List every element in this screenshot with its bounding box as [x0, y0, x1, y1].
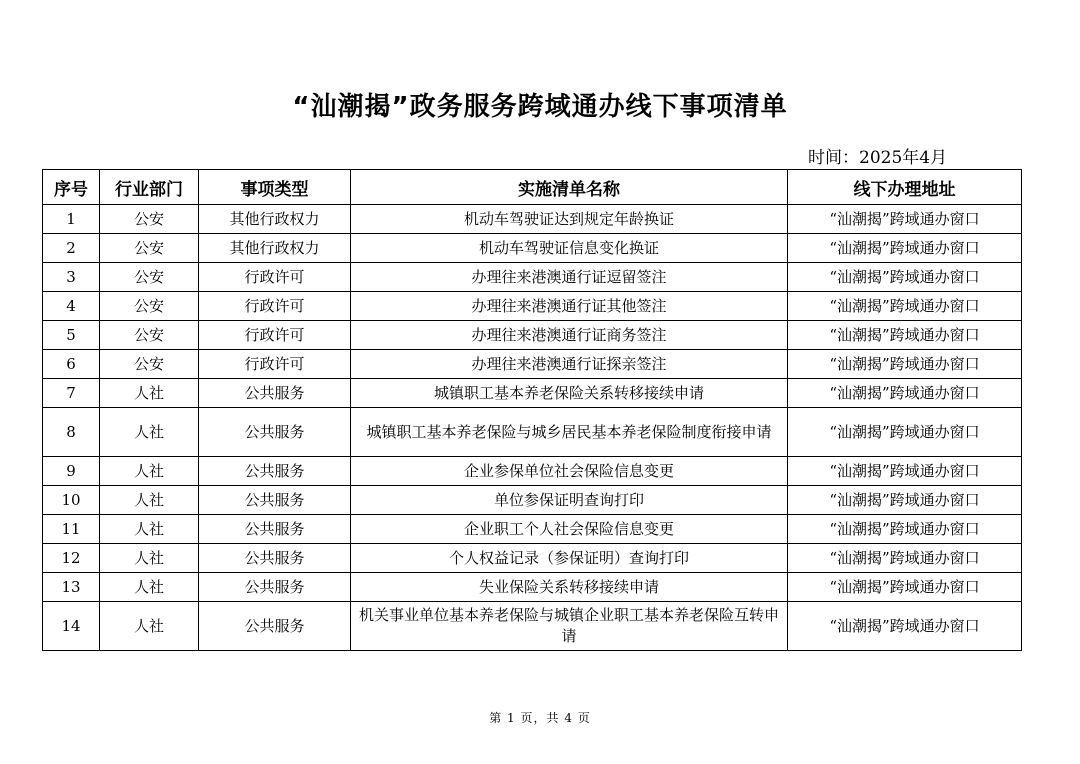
cell-address: “汕潮揭”跨域通办窗口: [788, 544, 1022, 573]
cell-address: “汕潮揭”跨域通办窗口: [788, 602, 1022, 651]
header-name: 实施清单名称: [351, 170, 788, 205]
cell-type: 其他行政权力: [199, 205, 351, 234]
cell-dept: 公安: [100, 234, 199, 263]
cell-address: “汕潮揭”跨域通办窗口: [788, 457, 1022, 486]
cell-type: 其他行政权力: [199, 234, 351, 263]
cell-name: 单位参保证明查询打印: [351, 486, 788, 515]
cell-name: 城镇职工基本养老保险关系转移接续申请: [351, 379, 788, 408]
cell-address: “汕潮揭”跨域通办窗口: [788, 234, 1022, 263]
header-address: 线下办理地址: [788, 170, 1022, 205]
cell-name: 办理往来港澳通行证商务签注: [351, 321, 788, 350]
cell-seq: 3: [43, 263, 100, 292]
page-footer: 第 1 页，共 4 页: [489, 711, 591, 725]
cell-seq: 1: [43, 205, 100, 234]
cell-type: 行政许可: [199, 321, 351, 350]
cell-type: 公共服务: [199, 515, 351, 544]
table-row: [43, 234, 1022, 263]
cell-dept: 公安: [100, 263, 199, 292]
cell-seq: 10: [43, 486, 100, 515]
table-row: [43, 457, 1022, 486]
table-row: [43, 602, 1022, 651]
table-row: [43, 263, 1022, 292]
cell-name: 机动车驾驶证信息变化换证: [351, 234, 788, 263]
cell-type: 公共服务: [199, 379, 351, 408]
header-dept: 行业部门: [100, 170, 199, 205]
header-type: 事项类型: [199, 170, 351, 205]
table-row: [43, 515, 1022, 544]
cell-dept: 人社: [100, 573, 199, 602]
cell-address: “汕潮揭”跨域通办窗口: [788, 486, 1022, 515]
table-header-row: [43, 170, 1022, 205]
cell-name: 办理往来港澳通行证逗留签注: [351, 263, 788, 292]
table-row: [43, 321, 1022, 350]
cell-name: 企业职工个人社会保险信息变更: [351, 515, 788, 544]
cell-name: 机关事业单位基本养老保险与城镇企业职工基本养老保险互转申请: [351, 602, 788, 651]
cell-address: “汕潮揭”跨域通办窗口: [788, 321, 1022, 350]
cell-dept: 人社: [100, 486, 199, 515]
cell-type: 行政许可: [199, 263, 351, 292]
document-title: “汕潮揭”政务服务跨域通办线下事项清单: [292, 92, 788, 122]
table-row: [43, 544, 1022, 573]
cell-seq: 5: [43, 321, 100, 350]
cell-seq: 8: [43, 408, 100, 457]
cell-seq: 11: [43, 515, 100, 544]
table-row: [43, 573, 1022, 602]
table-row: [43, 379, 1022, 408]
table-row: [43, 486, 1022, 515]
cell-name: 企业参保单位社会保险信息变更: [351, 457, 788, 486]
cell-seq: 6: [43, 350, 100, 379]
cell-seq: 14: [43, 602, 100, 651]
cell-dept: 公安: [100, 205, 199, 234]
cell-dept: 人社: [100, 408, 199, 457]
cell-seq: 12: [43, 544, 100, 573]
cell-name: 失业保险关系转移接续申请: [351, 573, 788, 602]
cell-type: 公共服务: [199, 486, 351, 515]
cell-address: “汕潮揭”跨域通办窗口: [788, 573, 1022, 602]
cell-dept: 人社: [100, 544, 199, 573]
cell-address: “汕潮揭”跨域通办窗口: [788, 408, 1022, 457]
cell-dept: 人社: [100, 602, 199, 651]
cell-seq: 9: [43, 457, 100, 486]
header-seq: 序号: [43, 170, 100, 205]
cell-dept: 人社: [100, 457, 199, 486]
cell-address: “汕潮揭”跨域通办窗口: [788, 292, 1022, 321]
cell-address: “汕潮揭”跨域通办窗口: [788, 205, 1022, 234]
cell-dept: 公安: [100, 292, 199, 321]
items-table: [42, 169, 1022, 651]
cell-seq: 2: [43, 234, 100, 263]
table-row: [43, 205, 1022, 234]
table-row: [43, 350, 1022, 379]
cell-name: 办理往来港澳通行证其他签注: [351, 292, 788, 321]
cell-seq: 7: [43, 379, 100, 408]
cell-name: 办理往来港澳通行证探亲签注: [351, 350, 788, 379]
cell-dept: 公安: [100, 350, 199, 379]
cell-dept: 公安: [100, 321, 199, 350]
cell-type: 行政许可: [199, 292, 351, 321]
cell-dept: 人社: [100, 515, 199, 544]
table-row: [43, 292, 1022, 321]
cell-type: 公共服务: [199, 602, 351, 651]
cell-type: 公共服务: [199, 408, 351, 457]
cell-seq: 4: [43, 292, 100, 321]
date-line: 时间：2025年4月: [808, 148, 948, 168]
cell-address: “汕潮揭”跨域通办窗口: [788, 515, 1022, 544]
cell-type: 公共服务: [199, 544, 351, 573]
cell-name: 机动车驾驶证达到规定年龄换证: [351, 205, 788, 234]
table-row: [43, 408, 1022, 457]
cell-type: 行政许可: [199, 350, 351, 379]
cell-name: 城镇职工基本养老保险与城乡居民基本养老保险制度衔接申请: [351, 408, 788, 457]
cell-dept: 人社: [100, 379, 199, 408]
cell-address: “汕潮揭”跨域通办窗口: [788, 350, 1022, 379]
cell-type: 公共服务: [199, 573, 351, 602]
cell-name: 个人权益记录（参保证明）查询打印: [351, 544, 788, 573]
cell-seq: 13: [43, 573, 100, 602]
cell-address: “汕潮揭”跨域通办窗口: [788, 263, 1022, 292]
cell-type: 公共服务: [199, 457, 351, 486]
cell-address: “汕潮揭”跨域通办窗口: [788, 379, 1022, 408]
